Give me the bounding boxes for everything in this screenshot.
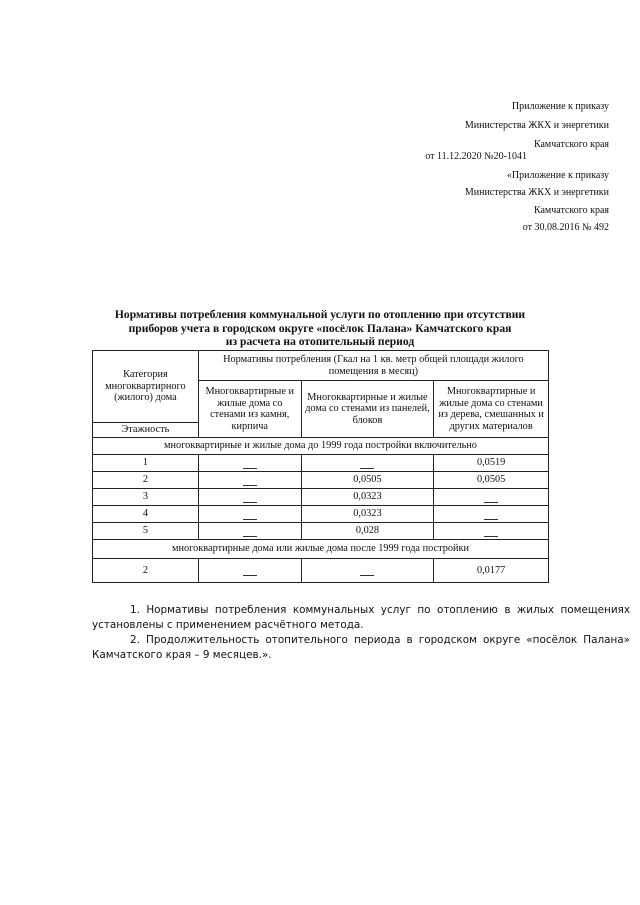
wood-cell [434, 489, 549, 506]
wood-cell [434, 506, 549, 523]
appendix-current-line-1: Приложение к приказу [511, 101, 609, 112]
note-heating-period: 2. Продолжительность отопительного периода в городском округе «посёлок Палана» Камчатского края – 9 месяцев.». [92, 634, 630, 661]
empty-dash [243, 528, 257, 537]
table-row [93, 472, 549, 489]
appendix-current-line-3: Камчатского края [533, 139, 609, 150]
stone-cell [198, 523, 301, 540]
table-row [93, 559, 549, 583]
empty-dash [484, 511, 498, 520]
table-row [93, 523, 549, 540]
stone-cell [198, 455, 301, 472]
floors-cell: 5 [93, 523, 199, 540]
floors-cell: 1 [93, 455, 199, 472]
table-row [93, 489, 549, 506]
appendix-current-date: от 11.12.2020 №20-1041 [425, 151, 527, 162]
title-line-1: Нормативы потребления коммунальной услуги по отоплению при отсутствии [114, 308, 526, 321]
document-title [92, 308, 548, 349]
empty-dash [243, 494, 257, 503]
note-calculation-method: 1. Нормативы потребления коммунальных услуг по отоплению в жилых помещениях установлены с применением расчётного метода. [92, 604, 630, 631]
col-header-wood: Многоквартирные и жилые дома со стенами из дерева, смешанных и других материалов [434, 381, 549, 438]
panel-cell: 0,0323 [301, 489, 434, 506]
wood-cell: 0,0519 [434, 455, 549, 472]
table-row [93, 455, 549, 472]
norms-table [92, 350, 549, 583]
section-before-1999: многоквартирные и жилые дома до 1999 года постройки включительно [93, 438, 549, 455]
empty-dash [243, 567, 257, 576]
appendix-previous-line-2: Министерства ЖКХ и энергетики [464, 187, 609, 198]
empty-dash [360, 567, 374, 576]
title-line-3: из расчета на отопительный период [225, 335, 415, 348]
notes-block [92, 603, 630, 663]
floors-cell: 2 [93, 472, 199, 489]
empty-dash [360, 460, 374, 469]
floors-cell: 3 [93, 489, 199, 506]
appendix-current-line-2: Министерства ЖКХ и энергетики [464, 120, 609, 131]
stone-cell [198, 506, 301, 523]
col-header-panel: Многоквартирные и жилые дома со стенами из панелей, блоков [301, 381, 434, 438]
appendix-previous-line-3: Камчатского края [533, 205, 609, 216]
appendix-previous-date: от 30.08.2016 № 492 [522, 222, 609, 233]
panel-cell [301, 559, 434, 583]
panel-cell: 0,0323 [301, 506, 434, 523]
category-header: Категория многоквартирного (жилого) дома [93, 351, 199, 423]
empty-dash [243, 477, 257, 486]
appendix-previous-line-1: «Приложение к приказу [506, 170, 609, 181]
wood-cell [434, 523, 549, 540]
stone-cell [198, 489, 301, 506]
section-after-1999: многоквартирные дома или жилые дома после 1999 года постройки [93, 540, 549, 559]
floors-cell: 4 [93, 506, 199, 523]
empty-dash [484, 494, 498, 503]
norms-header: Нормативы потребления (Гкал на 1 кв. метр общей площади жилого помещения в месяц) [198, 351, 548, 381]
empty-dash [243, 511, 257, 520]
panel-cell: 0,028 [301, 523, 434, 540]
table-row [93, 506, 549, 523]
floors-header: Этажность [93, 423, 199, 438]
stone-cell [198, 472, 301, 489]
col-header-stone: Многоквартирные и жилые дома со стенами из камня, кирпича [198, 381, 301, 438]
empty-dash [243, 460, 257, 469]
panel-cell [301, 455, 434, 472]
empty-dash [484, 528, 498, 537]
wood-cell: 0,0505 [434, 472, 549, 489]
wood-cell: 0,0177 [434, 559, 549, 583]
stone-cell [198, 559, 301, 583]
panel-cell: 0,0505 [301, 472, 434, 489]
floors-cell: 2 [93, 559, 199, 583]
title-line-2: приборов учета в городском округе «посёлок Палана» Камчатского края [128, 321, 512, 335]
